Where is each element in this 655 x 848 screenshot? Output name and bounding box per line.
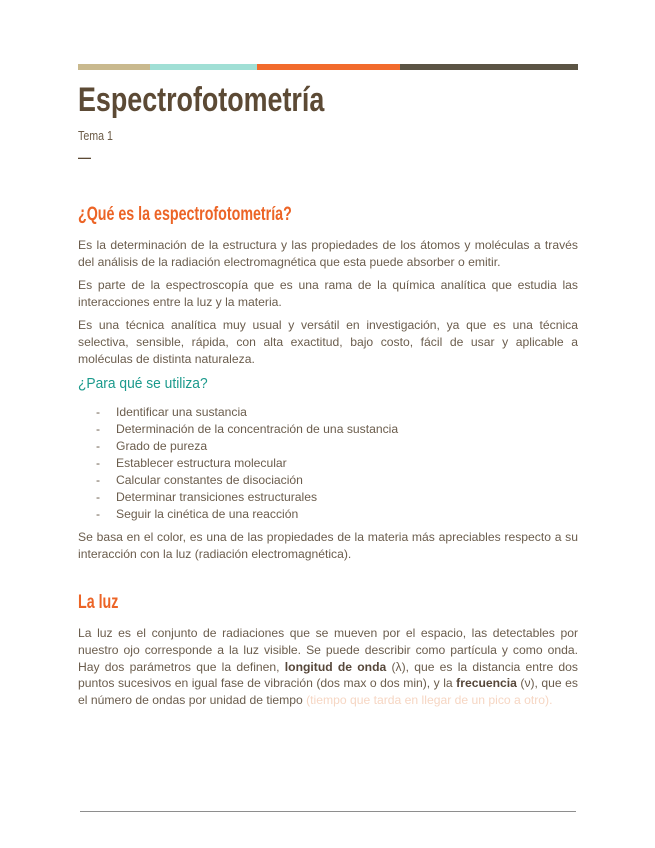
list-item-text: Establecer estructura molecular [116,456,287,471]
list-bullet: - [96,473,101,488]
list-bullet: - [96,439,101,454]
header-bar-segment-orange [257,64,400,70]
list-item-text: Identificar una sustancia [116,405,247,420]
section-what-is-spectrophotometry [78,203,578,562]
list-item [78,472,578,489]
header-bar-segment-teal [150,64,257,70]
document-title: Espectrofotometría [78,81,325,119]
section-light [78,591,578,708]
list-bullet: - [96,405,101,420]
list-item-text: Determinación de la concentración de una sustancia [116,422,399,437]
list-item-text: Grado de pureza [116,439,208,454]
uses-list [78,404,578,523]
light-text-part-2: (λ), que es la distancia entre dos puntos sucesivos en igual fase de vibración (dos max o dos min), y la [78,659,578,691]
list-item [78,438,578,455]
subtitle-divider: — [78,150,91,165]
footer-divider-line [80,811,576,812]
list-item-text: Calcular constantes de disociación [116,473,303,488]
list-item-text: Seguir la cinética de una reacción [116,507,299,522]
paragraph-light [78,625,578,708]
light-text-part-1: La luz es el conjunto de radiaciones que se mueven por el espacio, las detectables por nuestro ojo corresponde a la luz visible. Se puede describir como partícula y como onda. Hay dos parámetros que la definen, [78,626,578,674]
section-heading-light: La luz [78,592,119,614]
list-bullet: - [96,456,101,471]
term-wavelength: longitud de onda [284,659,387,674]
paragraph-color-basis: Se basa en el color, es una de las propiedades de la materia más apreciables respecto a su interacción con la luz (radiación electromagnética). [78,530,578,561]
paragraph-definition: Es la determinación de la estructura y las propiedades de los átomos y moléculas a través del análisis de la radiación electromagnética que esta puede absorber o emitir. [78,238,578,269]
header-bar-segment-tan [78,64,150,70]
document-body [78,80,578,708]
document-subtitle: Tema 1 [78,128,113,143]
paragraph-spectroscopy: Es parte de la espectroscopía que es una rama de la química analítica que estudia las interacciones entre la luz y la materia. [78,278,578,309]
term-frequency: frecuencia [456,676,517,691]
list-bullet: - [96,422,101,437]
section-heading-what-is: ¿Qué es la espectrofotometría? [78,204,292,225]
list-item-text: Determinar transiciones estructurales [116,490,318,505]
list-item [78,404,578,421]
header-bar-segment-brown [400,64,578,70]
light-text-part-3: (ν), que es el número de ondas por unidad de tiempo [78,676,578,707]
list-item [78,489,578,506]
list-bullet: - [96,490,101,505]
list-item [78,506,578,523]
paragraph-technique: Es una técnica analítica muy usual y versátil en investigación, ya que es una técnica selectiva, sensible, rápida, con alta exactitud, bajo costo, fácil de usar y aplicable a moléculas de distinta naturaleza. [78,318,578,366]
faded-note: (tiempo que tarda en llegar de un pico a otro). [302,692,553,707]
header-color-bar [78,64,578,70]
list-bullet: - [96,507,101,522]
list-item [78,455,578,472]
subheading-uses: ¿Para qué se utiliza? [78,375,208,393]
list-item [78,421,578,438]
